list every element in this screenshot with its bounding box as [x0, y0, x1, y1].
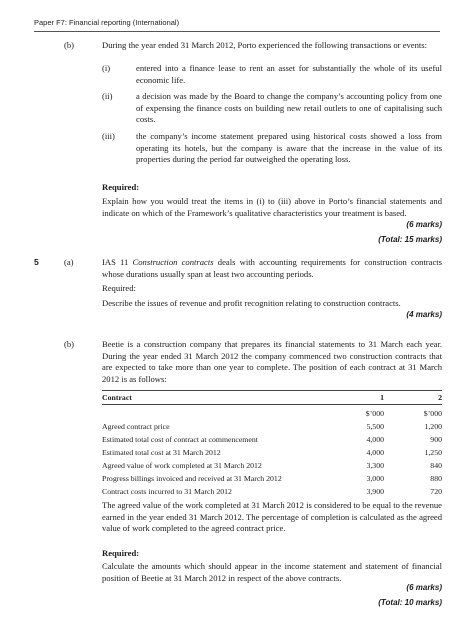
q4b-item-3-num: (iii) [102, 131, 115, 141]
q4b-item-3-text: the company’s income statement prepared using historical costs showed a loss from operating its hotels, but the company is aware that the increase in the value of its properties during the period far outweighed the operating loss. [136, 131, 442, 164]
contracts-table [102, 391, 442, 404]
q5a-required-text: Describe the issues of revenue and profit recognition relating to construction contracts. [102, 298, 401, 308]
row-c1: 4,000 [366, 448, 384, 457]
q5a-text-rest: deals with accounting requirements for construction contracts whose durations usually span at least two accounting periods. [102, 257, 443, 279]
table-unit-row [102, 407, 442, 420]
unit-2: $’000 [423, 409, 442, 418]
table-row [102, 459, 442, 472]
q5a-standard-title: Construction contracts [132, 257, 214, 267]
q4b-marks: (6 marks) [406, 220, 442, 229]
q5b-label: (b) [64, 339, 75, 349]
q4b-item-2-text: a decision was made by the Board to change the company’s accounting policy from one of expensing the finance costs on building new retail outlets to one of capitalising such costs. [136, 91, 442, 124]
contract-col-header: Contract [102, 393, 132, 402]
unit-1: $’000 [365, 409, 384, 418]
row-c1: 3,300 [366, 461, 384, 470]
row-c1: 3,900 [366, 487, 384, 496]
contracts-table-wrap [102, 390, 442, 498]
row-c2: 900 [430, 435, 442, 444]
q5b-required-label: Required: [102, 548, 140, 558]
row-label: Contract costs incurred to 31 March 2012 [102, 487, 232, 496]
q4b-intro: During the year ended 31 March 2012, Porto experienced the following transactions or events: [102, 40, 428, 50]
q5a-marks: (4 marks) [406, 310, 442, 319]
q5b-total-marks: (Total: 10 marks) [378, 598, 442, 607]
q5-number: 5 [34, 257, 39, 267]
table-row [102, 420, 442, 433]
header-rule [34, 31, 440, 32]
q4b-total-marks: (Total: 15 marks) [378, 235, 442, 244]
row-c2: 720 [430, 487, 442, 496]
row-label: Agreed value of work completed at 31 March 2012 [102, 461, 262, 470]
row-label: Estimated total cost at 31 March 2012 [102, 448, 221, 457]
q5b-paragraph: The agreed value of the work completed at 31 March 2012 is considered to be equal to the revenue earned in the year ended 31 March 2012. The percentage of completion is calculated as the agreed value of work completed to the agreed contract price. [102, 500, 442, 533]
page-header: Paper F7: Financial reporting (International) [34, 18, 180, 27]
row-c1: 5,500 [366, 422, 384, 431]
q4b-item-1-text: entered into a finance lease to rent an asset for substantially the whole of its useful economic life. [136, 63, 442, 85]
q5a-text-prefix: IAS 11 [102, 257, 133, 267]
row-label: Progress billings invoiced and received at 31 March 2012 [102, 474, 282, 483]
table-row [102, 433, 442, 446]
row-label: Agreed contract price [102, 422, 170, 431]
q5b-required-text: Calculate the amounts which should appear in the income statement and statement of financial position of Beetie at 31 March 2012 in respect of the above contracts. [102, 561, 442, 583]
contract-1-header: 1 [380, 393, 384, 402]
contract-2-header: 2 [438, 393, 442, 402]
q4b-required-text: Explain how you would treat the items in (i) to (iii) above in Porto’s financial statements and indicate on which of the Framework’s qualitative characteristics your treatment is based. [102, 196, 442, 218]
q4b-required-label: Required: [102, 182, 140, 192]
contracts-table-body [102, 407, 442, 498]
row-c2: 1,250 [424, 448, 442, 457]
table-row [102, 446, 442, 459]
q4b-item-1-num: (i) [102, 63, 111, 73]
q5a-label: (a) [64, 257, 74, 267]
row-c2: 880 [430, 474, 442, 483]
table-header-rule [102, 404, 442, 405]
table-row [102, 472, 442, 485]
row-c2: 840 [430, 461, 442, 470]
q5a-required-label: Required: [102, 283, 136, 293]
q5a-text [102, 257, 442, 280]
row-label: Estimated total cost of contract at commencement [102, 435, 258, 444]
table-header-row [102, 391, 442, 404]
row-c1: 4,000 [366, 435, 384, 444]
q4b-item-2-num: (ii) [102, 91, 113, 101]
row-c1: 3,000 [366, 474, 384, 483]
q4b-label: (b) [64, 40, 75, 50]
row-c2: 1,200 [424, 422, 442, 431]
q5b-intro: Beetie is a construction company that prepares its financial statements to 31 March each year. During the year ended 31 March 2012 the company commenced two construction contracts that are expected to take more than one year to complete. The position of each contract at 31 March 2012 is as follows: [102, 339, 442, 384]
q5b-marks: (6 marks) [406, 583, 442, 592]
table-row [102, 485, 442, 498]
